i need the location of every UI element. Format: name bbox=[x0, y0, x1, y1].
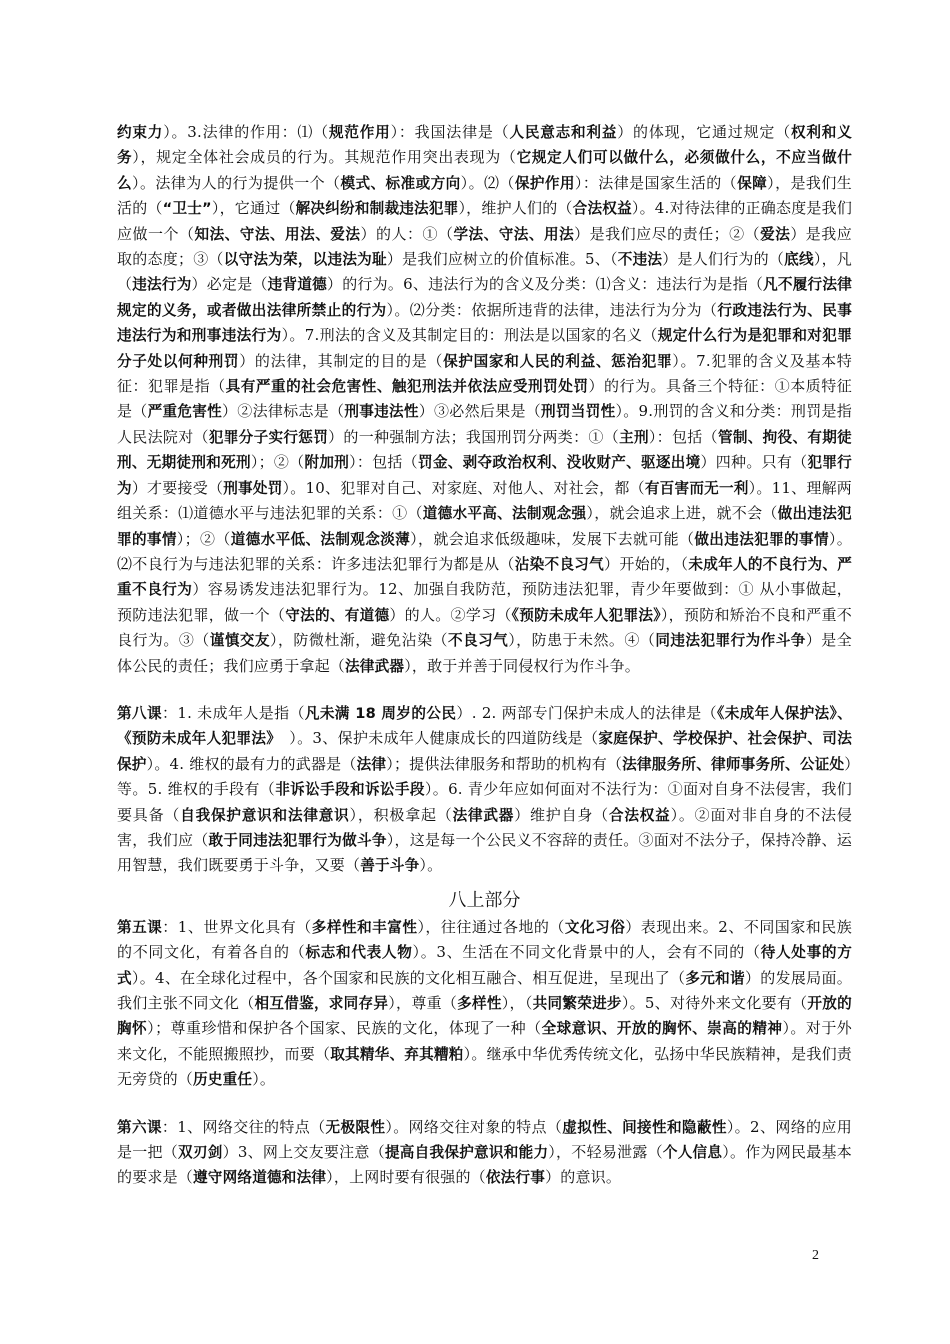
key-term: 行政违法行为、民事违法行为和刑事违法行为 bbox=[117, 301, 852, 345]
key-term: 《预防未成年人犯罪法》 bbox=[511, 606, 661, 624]
text-run: ：1. 未成年人是指（ bbox=[161, 703, 305, 722]
key-term: 规定什么行为是犯罪和对犯罪分子处以何种刑罚 bbox=[117, 327, 853, 370]
text-run: ），规定全体社会成员的行为。其规范作用突出表现为（ bbox=[132, 148, 517, 167]
key-term: 凡不履行法律规定的义务，或者做出法律所禁止的行为 bbox=[117, 276, 852, 319]
text-run: ）。6. 青少年应如何面对不法行为：①面对自身不法侵害，我们要具备（ bbox=[117, 780, 852, 824]
text-run: ）。4.对待法律的正确态度是我们应做一个（ bbox=[117, 199, 853, 243]
key-term: 底线 bbox=[784, 251, 814, 269]
key-term: 开放的胸怀 bbox=[117, 995, 852, 1038]
key-term: 第五课 bbox=[117, 918, 163, 936]
text-run: ）。3、保护未成年人健康成长的四道防线是（ bbox=[273, 729, 599, 748]
text-run: ）。 bbox=[419, 856, 443, 875]
key-term: 敢于同违法犯罪行为做斗争 bbox=[208, 831, 387, 849]
text-run: ）。2、网络的应用是一把（ bbox=[117, 1117, 852, 1162]
text-run: ）。9.刑罚的含义和分类：刑罚是指人民法院对（ bbox=[117, 402, 852, 446]
key-term: 文化习俗 bbox=[564, 918, 626, 936]
text-run: ）；尊重珍惜和保护各个国家、民族的文化，体现了一种（ bbox=[147, 1019, 542, 1038]
key-term: 违背道德 bbox=[267, 276, 327, 294]
text-run: ），往往通过各地的（ bbox=[417, 917, 565, 936]
text-run: ）：包括（ bbox=[648, 427, 718, 446]
text-run: ），凡（ bbox=[117, 250, 853, 294]
key-term: 共同繁荣进步 bbox=[532, 995, 622, 1012]
key-term: 多样性 bbox=[457, 995, 502, 1012]
key-term: 罚金、剥夺政治权利、没收财产、驱逐出境 bbox=[417, 454, 701, 472]
key-term: 自我保护意识和法律意识 bbox=[180, 806, 350, 824]
key-term: 不良习气 bbox=[448, 632, 509, 650]
key-term: 有百害而无一利 bbox=[644, 479, 749, 497]
text-run: ）：法律是国家生活的（ bbox=[574, 173, 738, 192]
text-run: ），它通过（ bbox=[211, 199, 296, 218]
key-term: 犯罪分子实行惩罚 bbox=[208, 428, 329, 446]
key-term: 管制、拘役、有期徒刑、无期徒刑和死刑 bbox=[117, 428, 852, 472]
text-run: ）. 2. 两部专门保护未成人的法律是（ bbox=[456, 703, 718, 722]
key-term: 未成年人的不良行为、严重不良行为 bbox=[117, 555, 853, 599]
key-term: 解决纠纷和制裁违法犯罪 bbox=[295, 200, 459, 218]
text-run: ），维护人们的（ bbox=[458, 199, 573, 218]
key-term: 提高自我保护意识和能力 bbox=[384, 1144, 549, 1162]
text-run: ），（ bbox=[501, 994, 533, 1012]
paragraph-lesson-eight bbox=[117, 701, 852, 879]
key-term: 标志和代表人物 bbox=[305, 944, 413, 962]
key-term: 附加刑 bbox=[304, 454, 350, 472]
text-run: ）；②（ bbox=[176, 529, 231, 548]
text-run: ：1、网络交往的特点（ bbox=[161, 1117, 326, 1136]
text-run: ）。对于外来文化，不能照搬照抄，而要（ bbox=[117, 1019, 852, 1063]
key-term: 法律武器 bbox=[452, 806, 515, 824]
text-run: ），预防和矫治不良和严重不良行为。③（ bbox=[117, 605, 853, 650]
key-term: 相互借鉴，求同存异 bbox=[254, 995, 389, 1012]
text-run: ），就会追求上进，就不会（ bbox=[586, 504, 778, 523]
text-run: ）四种。只有（ bbox=[700, 453, 808, 472]
text-run: ）。4、在全球化过程中，各个国家和民族的文化相互融合、相互促进，呈现出了（ bbox=[131, 968, 686, 987]
text-run: ）。7.刑法的含义及其制定目的：刑法是以国家的名义（ bbox=[281, 326, 658, 345]
key-term: 以守法为荣，以违法为耻 bbox=[223, 251, 387, 269]
key-term: 保护国家和人民的利益、惩治犯罪 bbox=[443, 352, 673, 370]
text-run: ）。3.法律的作用：⑴（ bbox=[163, 123, 329, 141]
key-term: 个人信息 bbox=[662, 1144, 723, 1162]
key-term: 《未成年人保护法》、《预防未成年人犯罪法》 bbox=[117, 704, 853, 748]
text-run: ）。法律为人的行为提供一个（ bbox=[132, 173, 341, 192]
text-run: ）。7.犯罪的含义及基本特征：犯罪是指（ bbox=[117, 351, 852, 396]
key-term: 违法行为 bbox=[132, 276, 192, 294]
key-term: 虚拟性、间接性和隐蔽性 bbox=[562, 1118, 727, 1136]
text-run: ）。11、理解两组关系：⑴道德水平与违法犯罪的关系：①（ bbox=[117, 478, 852, 523]
key-term: 历史重任 bbox=[193, 1071, 253, 1089]
text-run: ）。⑵不良行为与违法犯罪的关系：许多违法犯罪行为都是从（ bbox=[117, 529, 852, 573]
text-run: ）。5、对待外来文化要有（ bbox=[621, 994, 808, 1012]
document-body bbox=[117, 120, 852, 1191]
key-term: 合法权益 bbox=[572, 200, 632, 218]
key-term: 取其精华、弃其糟粕 bbox=[330, 1045, 464, 1063]
key-term: 权利和义务 bbox=[117, 124, 852, 167]
key-term: 善于斗争 bbox=[360, 857, 420, 875]
paragraph-gap bbox=[117, 679, 852, 701]
key-term: 做出违法犯罪的事情 bbox=[117, 505, 852, 548]
text-run: ）是全体公民的责任；我们应勇于拿起（ bbox=[117, 631, 852, 675]
key-term: 主刑 bbox=[619, 428, 649, 446]
section-title-grade8-upper: 八上部分 bbox=[448, 889, 521, 911]
text-run: ）是我应取的态度；③（ bbox=[117, 224, 852, 269]
paragraph-gap bbox=[117, 1093, 852, 1115]
key-term: 学法、守法、用法 bbox=[453, 225, 575, 243]
key-term: 凡未满 18 周岁的公民 bbox=[304, 704, 457, 722]
text-run: ）才要接受（ bbox=[131, 478, 224, 497]
text-run: ）。 bbox=[252, 1070, 276, 1089]
key-term: 双刃剑 bbox=[178, 1144, 223, 1162]
text-run: ）的体现，它通过规定（ bbox=[617, 123, 792, 141]
key-term: 无极限性 bbox=[325, 1118, 386, 1136]
key-term: 它规定人们可以做什么，必须做什么，不应当做什么 bbox=[117, 149, 853, 192]
text-run: ）开始的，（ bbox=[604, 554, 689, 573]
text-run: ），就会追求低级趣味，发展下去就可能（ bbox=[410, 529, 695, 548]
key-term: 守法的、有道德 bbox=[285, 606, 390, 624]
text-run: ）；②（ bbox=[250, 453, 305, 472]
key-term: 依法行事 bbox=[485, 1169, 546, 1187]
text-run: ）等。5. 维权的手段有（ bbox=[117, 754, 852, 799]
key-term: 全球意识、开放的胸怀、崇高的精神 bbox=[541, 1020, 783, 1038]
text-run: ），尊重（ bbox=[388, 994, 458, 1012]
key-term: 第六课 bbox=[117, 1118, 162, 1136]
text-run: ）是我们应树立的价值标准。5、（ bbox=[386, 250, 618, 269]
key-term: 保护作用 bbox=[514, 174, 575, 192]
key-term: 第八课 bbox=[117, 704, 162, 722]
text-run: ），积极拿起（ bbox=[349, 805, 453, 824]
key-term: 模式、标准或方向 bbox=[340, 174, 461, 192]
paragraph-lesson-six bbox=[117, 1115, 852, 1191]
key-term: 知法、守法、用法、爱法 bbox=[194, 225, 361, 243]
text-run: ），是我们生活的（ bbox=[117, 173, 852, 218]
key-term: 严重危害性 bbox=[147, 403, 222, 421]
text-run: ）：包括（ bbox=[349, 453, 418, 472]
text-run: ）。4. 维权的最有力的武器是（ bbox=[146, 754, 357, 773]
text-run: ）。网络交往对象的特点（ bbox=[385, 1117, 563, 1136]
text-run: ）。②面对非自身的不法侵害，我们应（ bbox=[117, 805, 853, 849]
key-term: 保障 bbox=[737, 174, 768, 192]
text-run: ）。3、生活在不同文化背景中的人，会有不同的（ bbox=[412, 943, 761, 962]
key-term: 具有严重的社会危害性、触犯刑法并依法应受刑罚处罚 bbox=[225, 378, 589, 396]
text-run: ）是人们行为的（ bbox=[662, 250, 785, 269]
text-run: ：1、世界文化具有（ bbox=[162, 917, 312, 936]
key-term: 人民意志和利益 bbox=[509, 124, 618, 141]
text-run: ）。⑵（ bbox=[460, 173, 515, 192]
text-run: ）。⑵分类：依据所违背的法律，违法行为分为（ bbox=[386, 300, 718, 319]
text-run: ）表现出来。2、不同国家和民族的不同文化，有着各自的（ bbox=[117, 917, 852, 962]
text-run: ），防患于未然。④（ bbox=[508, 631, 656, 650]
text-run: ）的发展局面。我们主张不同文化（ bbox=[117, 968, 852, 1012]
key-term: 多元和谐 bbox=[685, 969, 745, 987]
text-run: ）维护自身（ bbox=[514, 805, 609, 824]
text-run: ）是我们应尽的责任；②（ bbox=[574, 224, 761, 243]
key-term: 合法权益 bbox=[608, 806, 671, 824]
key-term: 遵守网络道德和法律 bbox=[193, 1169, 327, 1187]
text-run: ）。继承中华优秀传统文化，弘扬中华民族精神，是我们责无旁贷的（ bbox=[117, 1044, 853, 1089]
key-term: 法律 bbox=[356, 755, 387, 773]
key-term: 规范作用 bbox=[329, 124, 391, 141]
page-number: 2 bbox=[812, 1248, 819, 1263]
key-term: 做出违法犯罪的事情 bbox=[694, 530, 829, 548]
key-term: 法律服务所、律师事务所、公证处 bbox=[622, 755, 845, 773]
text-run: ），防微杜渐，避免沾染（ bbox=[269, 631, 448, 650]
key-term: 道德水平高、法制观念强 bbox=[422, 505, 587, 523]
text-run: ）的一种强制方法；我国刑罚分两类：①（ bbox=[328, 427, 620, 446]
paragraph-lesson-five bbox=[117, 915, 852, 1093]
text-run: ）的行为。6、违法行为的含义及分类：⑴含义：违法行为是指（ bbox=[326, 275, 764, 294]
key-term: 约束力 bbox=[117, 124, 164, 141]
text-run: ）：我国法律是（ bbox=[390, 123, 510, 141]
text-run: ）必定是（ bbox=[191, 275, 268, 294]
paragraph-law-and-crime bbox=[117, 120, 852, 679]
text-run: ）3、网上交友要注意（ bbox=[222, 1143, 385, 1162]
key-term: 非诉讼手段和诉讼手段 bbox=[275, 781, 425, 799]
key-term: “卫士” bbox=[162, 200, 212, 218]
key-term: 多样性和丰富性 bbox=[311, 918, 418, 936]
text-run: ），这是每一个公民义不容辞的责任。③面对不法分子，保持冷静、运用智慧，我们既要勇于斗争，又要（ bbox=[117, 830, 852, 875]
key-term: 不违法 bbox=[617, 251, 663, 269]
text-run: ）的行为。具备三个特征：①本质特征是（ bbox=[117, 377, 852, 421]
key-term: 同违法犯罪行为作斗争 bbox=[655, 632, 806, 650]
key-term: 沾染不良习气 bbox=[514, 555, 605, 573]
key-term: 刑事处罚 bbox=[223, 479, 283, 497]
text-run: ）；提供法律服务和帮助的机构有（ bbox=[386, 754, 623, 773]
text-run: ）的人。②学习（ bbox=[389, 605, 512, 624]
key-term: 待人处事的方式 bbox=[117, 944, 852, 987]
key-term: 爱法 bbox=[760, 225, 791, 243]
text-run: ）的法律，其制定的目的是（ bbox=[239, 351, 444, 370]
text-run: ），上网时要有很强的（ bbox=[326, 1168, 486, 1187]
text-run: ），敢于并善于同侵权行为作斗争。 bbox=[404, 656, 640, 675]
text-run: ）②法律标志是（ bbox=[222, 402, 345, 421]
key-term: 谨慎交友 bbox=[209, 632, 270, 650]
text-run: ）。作为网民最基本的要求是（ bbox=[117, 1143, 852, 1187]
key-term: 刑罚当罚性 bbox=[541, 403, 616, 421]
text-run: ）。10、犯罪对自己、对家庭、对他人、对社会，都（ bbox=[282, 478, 645, 497]
key-term: 家庭保护、学校保护、社会保护、司法保护 bbox=[117, 730, 852, 773]
text-run: ）的人：①（ bbox=[360, 224, 454, 243]
text-run: ）的意识。 bbox=[545, 1168, 622, 1187]
key-term: 道德水平低、法制观念淡薄 bbox=[230, 530, 411, 548]
key-term: 犯罪行为 bbox=[117, 454, 852, 497]
text-run: ）容易诱发违法犯罪行为。12、加强自我防范，预防违法犯罪，青少年要做到：① 从小事做起，预防违法犯罪，做一个（ bbox=[117, 580, 852, 624]
text-run: ），不轻易泄露（ bbox=[548, 1143, 663, 1162]
key-term: 刑事违法性 bbox=[344, 403, 419, 421]
text-run: ）③必然后果是（ bbox=[418, 402, 542, 421]
key-term: 法律武器 bbox=[345, 657, 405, 675]
